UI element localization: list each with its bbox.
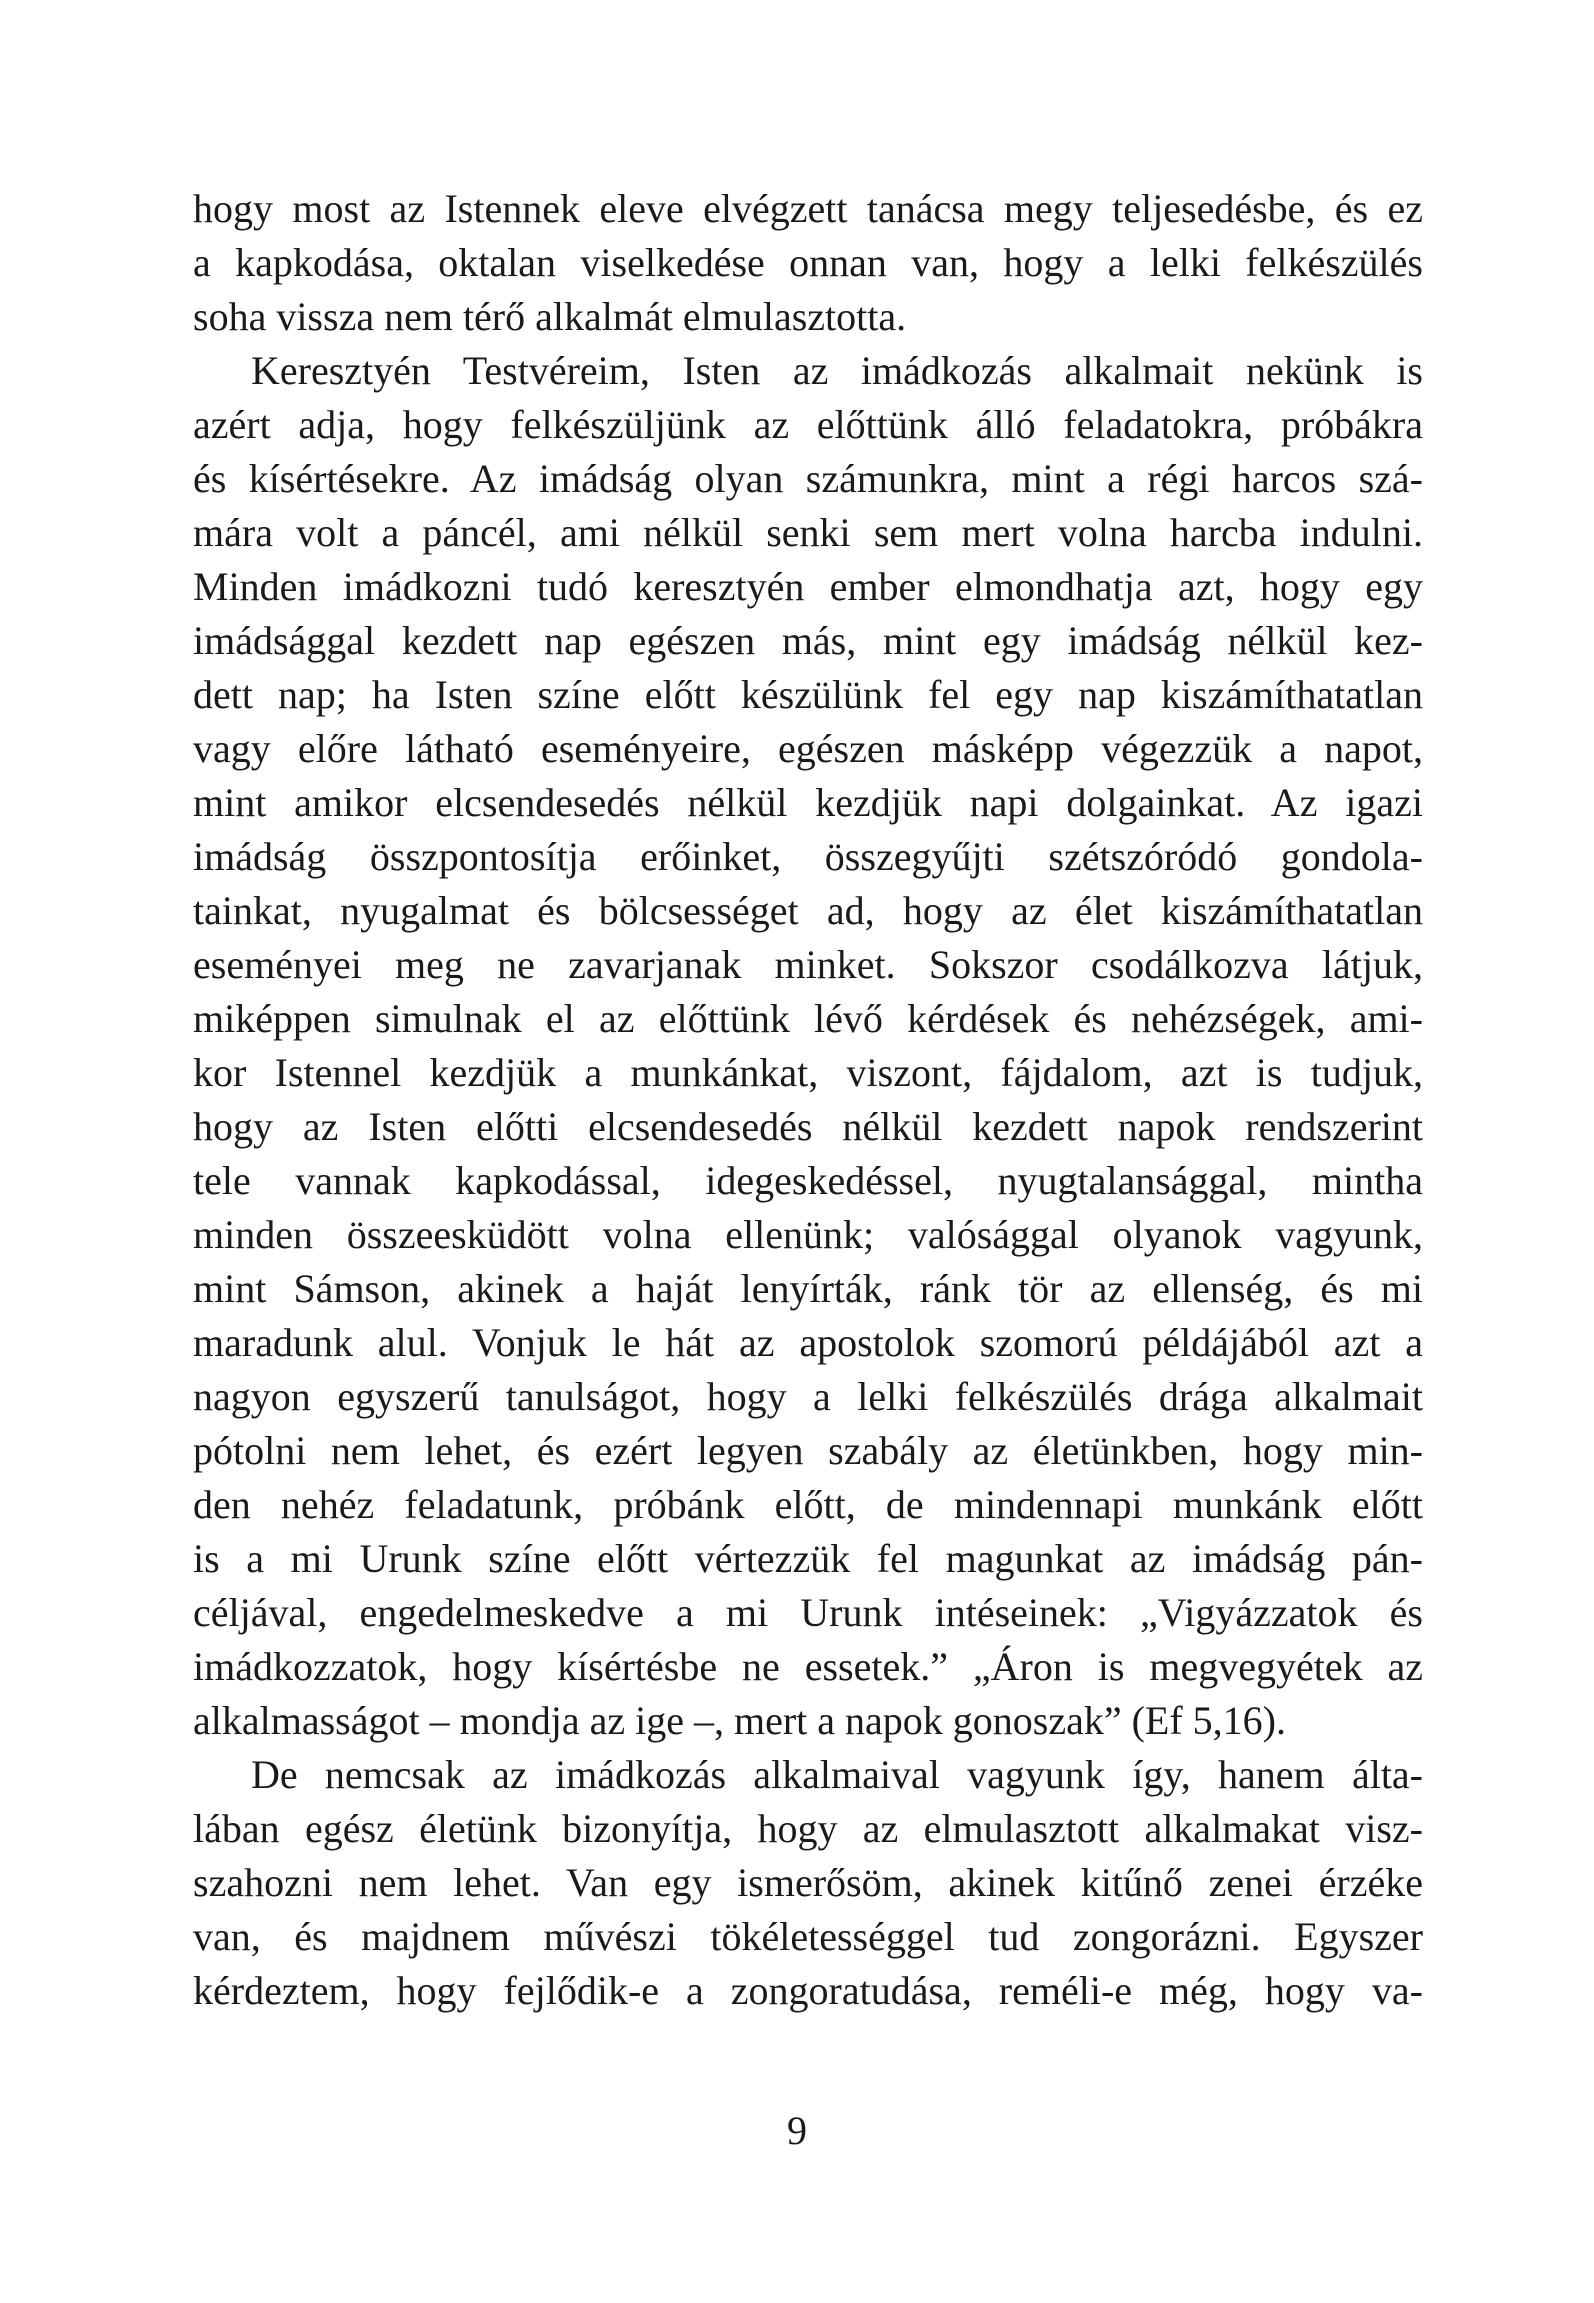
text-line: hogy az Isten előtti elcsendesedés nélkül kezdett napok rendszerint: [193, 1104, 1423, 1149]
text-line: imádsággal kezdett nap egészen más, mint egy imádság nélkül kez-: [193, 618, 1423, 663]
text-line: soha vissza nem térő alkalmát elmulasztotta.: [193, 294, 907, 339]
page-number: 9: [787, 2108, 807, 2153]
text-line: maradunk alul. Vonjuk le hát az apostolok szomorú példájából azt a: [193, 1320, 1423, 1365]
text-line: pótolni nem lehet, és ezért legyen szabály az életünkben, hogy min-: [193, 1428, 1423, 1473]
body-text: [193, 182, 1423, 2018]
text-line: céljával, engedelmeskedve a mi Urunk intéseinek: „Vigyázzatok és: [193, 1590, 1423, 1635]
text-line: imádkozzatok, hogy kísértésbe ne essetek.” „Áron is megvegyétek az: [193, 1644, 1423, 1689]
text-line: is a mi Urunk színe előtt vértezzük fel magunkat az imádság pán-: [193, 1536, 1423, 1581]
text-line: van, és majdnem művészi tökéletességgel tud zongorázni. Egyszer: [193, 1914, 1423, 1959]
text-line: miképpen simulnak el az előttünk lévő kérdések és nehézségek, ami-: [193, 996, 1423, 1041]
text-line: eseményei meg ne zavarjanak minket. Sokszor csodálkozva látjuk,: [193, 942, 1423, 987]
text-line: imádság összpontosítja erőinket, összegyűjti szétszóródó gondola-: [193, 834, 1423, 879]
text-line: tainkat, nyugalmat és bölcsességet ad, hogy az élet kiszámíthatatlan: [193, 888, 1423, 933]
text-line: a kapkodása, oktalan viselkedése onnan van, hogy a lelki felkészülés: [193, 240, 1423, 285]
text-line: Minden imádkozni tudó keresztyén ember elmondhatja azt, hogy egy: [193, 564, 1423, 609]
text-line: hogy most az Istennek eleve elvégzett tanácsa megy teljesedésbe, és ez: [193, 186, 1423, 231]
text-line: azért adja, hogy felkészüljünk az előttünk álló feladatokra, próbákra: [193, 402, 1423, 447]
text-line: mint Sámson, akinek a haját lenyírták, ránk tör az ellenség, és mi: [193, 1266, 1423, 1311]
text-line: vagy előre látható eseményeire, egészen másképp végezzük a napot,: [193, 726, 1423, 771]
text-line: tele vannak kapkodással, idegeskedéssel, nyugtalansággal, mintha: [193, 1158, 1423, 1203]
text-line: kérdeztem, hogy fejlődik-e a zongoratudása, reméli-e még, hogy va-: [193, 1968, 1423, 2013]
text-line: mára volt a páncél, ami nélkül senki sem mert volna harcba indulni.: [193, 510, 1423, 555]
text-line: De nemcsak az imádkozás alkalmaival vagyunk így, hanem álta-: [251, 1752, 1423, 1797]
text-line: nagyon egyszerű tanulságot, hogy a lelki felkészülés drága alkalmait: [193, 1374, 1423, 1419]
text-line: dett nap; ha Isten színe előtt készülünk fel egy nap kiszámíthatatlan: [193, 672, 1423, 717]
text-line: kor Istennel kezdjük a munkánkat, viszont, fájdalom, azt is tudjuk,: [193, 1050, 1423, 1095]
text-line: mint amikor elcsendesedés nélkül kezdjük napi dolgainkat. Az igazi: [193, 780, 1423, 825]
text-line: lában egész életünk bizonyítja, hogy az elmulasztott alkalmakat visz-: [193, 1806, 1423, 1851]
text-line: den nehéz feladatunk, próbánk előtt, de mindennapi munkánk előtt: [193, 1482, 1423, 1527]
text-line: minden összeesküdött volna ellenünk; valósággal olyanok vagyunk,: [193, 1212, 1423, 1257]
text-line: szahozni nem lehet. Van egy ismerősöm, akinek kitűnő zenei érzéke: [193, 1860, 1423, 1905]
text-line: alkalmasságot – mondja az ige –, mert a napok gonoszak” (Ef 5,16).: [193, 1698, 1286, 1743]
text-line: és kísértésekre. Az imádság olyan számunkra, mint a régi harcos szá-: [193, 456, 1423, 501]
text-line: Keresztyén Testvéreim, Isten az imádkozás alkalmait nekünk is: [251, 348, 1423, 393]
